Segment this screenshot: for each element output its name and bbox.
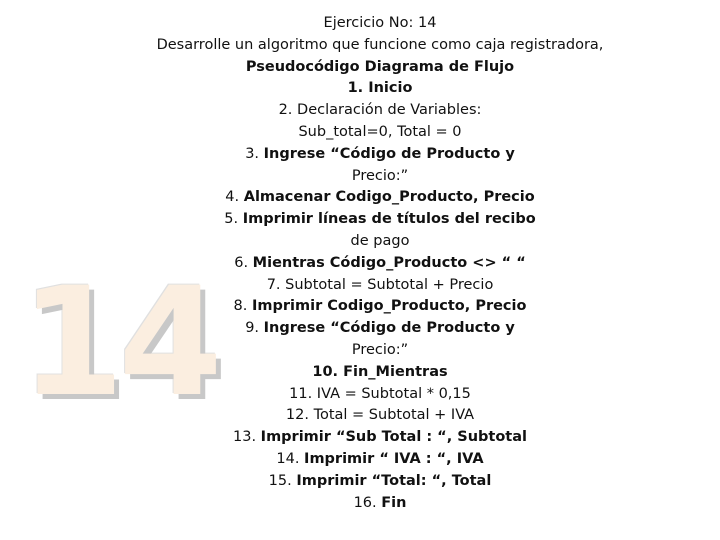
text-line [100,122,660,144]
step-text: Ejercicio No: 14 [323,15,437,31]
text-line [100,318,660,340]
step-text: Imprimir líneas de títulos del recibo [242,211,536,228]
text-line [100,144,660,166]
step-text: Fin_Mientras [343,363,448,380]
step-number: 15. [268,472,297,489]
step-number: 7. [266,276,286,293]
step-text: Desarrolle un algoritmo que funcione como caja registradora, [156,36,604,53]
step-number: 14. [276,450,305,467]
step-number: 11. [289,385,317,402]
step-number: 9. [245,320,264,337]
text-line [100,275,660,297]
text-line [100,166,660,188]
step-text: Subtotal = Subtotal + Precio [285,276,494,293]
step-number: 12. [285,407,314,424]
text-line [100,35,660,57]
step-text: Imprimir “Total: “, Total [296,472,492,489]
text-line [100,57,660,79]
step-text: Inicio [368,80,413,97]
step-text: Imprimir “Sub Total : “, Subtotal [260,429,527,446]
text-line [100,384,660,406]
step-text: Fin [381,494,407,511]
step-text: Imprimir Codigo_Producto, Precio [252,298,527,315]
step-text: Declaración de Variables: [297,102,482,119]
text-line [100,209,660,231]
step-number: 10. [312,363,344,380]
text-line [100,100,660,122]
step-text: Mientras Código_Producto <> “ “ [252,254,526,271]
text-line [100,427,660,449]
step-text: Total = Subtotal + IVA [313,407,475,424]
step-number: 13. [233,429,261,446]
step-number: 4. [225,189,244,206]
text-line [100,493,660,515]
step-number: 2. [278,102,298,119]
exercise-text-block [100,13,660,514]
step-text: IVA = Subtotal * 0,15 [316,385,471,402]
step-number: 5. [224,211,243,228]
step-text: de pago [350,232,410,249]
step-text: Precio:” [351,341,409,358]
text-line [100,253,660,275]
slide-number-decoration: 14 [20,256,217,430]
text-line [100,13,660,35]
step-number: 1. [347,80,369,97]
text-line [100,405,660,427]
step-text: Ingrese “Código de Producto y [263,145,515,162]
step-number: 3. [245,145,264,162]
text-line [100,471,660,493]
step-number: 16. [353,494,382,511]
step-number: 8. [233,298,252,315]
text-line [100,231,660,253]
step-text: Sub_total=0, Total = 0 [298,123,462,140]
text-line [100,340,660,362]
text-line [100,449,660,471]
text-line [100,78,660,100]
step-text: Precio:” [351,167,409,184]
step-text: Ingrese “Código de Producto y [263,320,515,337]
step-number: 6. [234,254,253,271]
step-text: Almacenar Codigo_Producto, Precio [243,189,535,206]
text-line [100,187,660,209]
text-line [100,296,660,318]
text-line [100,362,660,384]
step-text: Imprimir “ IVA : “, IVA [304,450,484,467]
step-text: Pseudocódigo Diagrama de Flujo [245,58,515,75]
